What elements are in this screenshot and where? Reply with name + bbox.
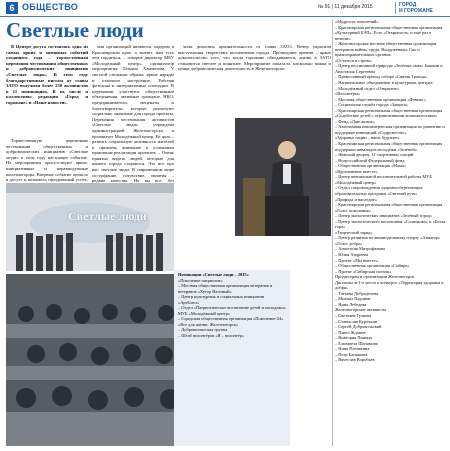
sidebar-line: – Петр Баскакова bbox=[335, 351, 368, 357]
column-2-text: они организаций являются лидером в Красноярском крае, а значит, нам есть чем гордиться, – говорит директор МБУ «Молодёжный центр», организатор мероприятия Татьяна Хамматова. У светлой стильные образы, яркие наряды и отличное настроение. Рабочая фотозона и интерактивные площадки. В церемонии участвуют общественные объединения, активные граждане, НКО, предприниматели, меценаты и благотворители, которые реализуют социально значимые для города проекты. Церемония чествования активистов «Светлые люди» учреждена администрацией Железногорска и организует Молодёжный центр. Её цель – развить социальную активность жителей и привлечь внимание к успешным практикам реализации проектов. – Очень приятно видеть людей, которые для нашего города стараются. Это все про вас: светлые люди. В современном мире сострадание, сочувствие, эмпатия – редкие качества. Но вы все, без bbox=[92, 44, 174, 184]
sidebar-line: – Проект «Мы вместе» bbox=[335, 257, 378, 263]
sidebar-line: – Автономная некоммерческая организация по развитию и поддержке инноваций «Содружество» bbox=[335, 124, 445, 135]
column-divider bbox=[332, 19, 333, 446]
brand-line-2: И ГОРОЖАНЕ bbox=[399, 8, 433, 14]
sidebar-line: – Станислав Курочкин bbox=[335, 318, 378, 324]
page-header bbox=[0, 0, 450, 17]
sidebar-line: – Центр воспитанной природы «Зелёные окна» Башкин и Анастасия Сергеевна bbox=[335, 63, 443, 74]
sidebar-line: – Местная общественная организация «Феникс» bbox=[335, 96, 426, 102]
sidebar-line: – Фонд «Даю жизнь» bbox=[335, 118, 375, 124]
nomination-item: – Местная общественная организация ветеранов и ветеранов «Хутор Налоный» bbox=[178, 283, 273, 294]
sidebar-line: – Православный приход собора «Святая Троица» bbox=[335, 74, 427, 80]
sidebar-line: «Мудрость поколений» bbox=[335, 19, 379, 24]
sidebar-line: «Творческий заряд» bbox=[335, 229, 373, 235]
sidebar-line: – Красноярская региональная общественная организация «Культурный БЭП». Есть «Открытость, и ещё раз о вечном» bbox=[335, 24, 443, 41]
nominations-box bbox=[174, 270, 290, 446]
sidebar-line: – Анастасия Митрофанова bbox=[335, 246, 385, 252]
newspaper-brand bbox=[395, 2, 433, 14]
sidebar-line: «Природа и наследие» bbox=[335, 196, 377, 202]
nomination-item: «Поколение патриотов» bbox=[178, 277, 223, 283]
sidebar-line: – Социальная служба города «Защита» bbox=[335, 102, 408, 108]
article-headline: Светлые люди bbox=[6, 18, 144, 42]
sidebar-line: Продюсерам и организации Железногорск bbox=[335, 274, 415, 280]
sidebar-line: – Красноярская региональная общественная организация поддержки инвалидов молодёжи «Зелёной» bbox=[335, 141, 443, 152]
sidebar-line: – Центр развития по авиамодельному спорту «Авиатор» bbox=[335, 235, 441, 241]
article-column-3 bbox=[178, 44, 331, 114]
nomination-item: – Штаб волонтёров «Я – волонтёр» bbox=[178, 332, 245, 338]
sidebar-line: – Михаил Прудник bbox=[335, 296, 371, 302]
sidebar-line: – Красноярская региональная общественная организация «Голос поколения» bbox=[335, 202, 443, 213]
sidebar-line: – Железногорская местная общественная организация ветеранов войны, труда, Вооружённых Сил и правоохранительных органов. bbox=[335, 41, 437, 58]
photo-speaker bbox=[235, 118, 331, 236]
column-3-text: чили дипломы признательности от главы ЗАТО. Вечер украсили выступления творческих коллективов города. Прошедшие премии – яркое доказательство того, что когда горожане объединяются, жизнь в ЗАТО становится светлее и понятнее. Мероприятие показало, насколько важна и ценна добровольческая деятельность в Железногорске. bbox=[178, 44, 331, 72]
sidebar-line: «Остаться в строю» bbox=[335, 57, 373, 63]
sidebar-line: – Павел Жданов bbox=[335, 329, 366, 335]
sidebar-line: – Нина Лебедева bbox=[335, 301, 367, 307]
article-column-1 bbox=[6, 138, 88, 182]
sidebar-line: – Сергей Добровольский bbox=[335, 324, 382, 330]
article-column-2 bbox=[92, 44, 174, 182]
sidebar-line: – Елизавета Шаламова bbox=[335, 340, 378, 346]
sidebar-line: «Голос добра» bbox=[335, 240, 363, 246]
nomination-item: – Городская общественная организация «Поколение-24» bbox=[178, 316, 284, 321]
nomination-item: – Центр культурных и социальных инициатив «АртБлюз» bbox=[178, 294, 264, 305]
sidebar-line: – Красноярская региональная общественная организация «Содействие детей с ограниченными возможностями» bbox=[335, 107, 443, 119]
sidebar-line: Дипломы за 1-е место в конкурсе «Территория здоровья и добра» bbox=[335, 279, 444, 291]
photo-stage bbox=[6, 183, 174, 271]
sidebar-line: – Татьяна Доброделова bbox=[335, 290, 379, 296]
lead-text: В Центре досуга состоялась одно из самых ярких и значимых событий уходящего года – торжественная церемония чествования общественных и добровольческих инициатив «Светлые люди». В этом году благодарственные письма от главы ЗАТО получили более 230 активистов в 11 номинациях. В их числе и коллективы редакции «Город и горожане» и «Наше новости». bbox=[6, 44, 88, 105]
sidebar-line: – Центр экологического воспитания «Солнышко» и «Белая гора» bbox=[335, 218, 446, 230]
sidebar-line: «Здоровье нации – наше будущее» bbox=[335, 135, 400, 141]
sidebar-line: – Всероссийский Федеральный фонд bbox=[335, 157, 405, 163]
sidebar-line: – Женский дворец, 11 спортивных секций bbox=[335, 152, 414, 158]
sidebar-line: – Вячеслав Воробьёв bbox=[335, 357, 375, 363]
section-title: ОБЩЕСТВО bbox=[22, 2, 79, 12]
article-lead bbox=[6, 44, 88, 136]
stage-sign: Светлые люди bbox=[68, 209, 147, 223]
sidebar-line: – Светлана Гуляева bbox=[335, 312, 372, 318]
sidebar-line: – Центр экологических инициатив «Зелёный город» bbox=[335, 213, 433, 219]
nomination-item: – Добровольческая группа bbox=[178, 327, 228, 332]
page-number: 6 bbox=[6, 2, 18, 14]
brand-line-1: ГОРОД bbox=[399, 2, 417, 8]
sidebar-line: – Виктория Пьяных bbox=[335, 335, 373, 341]
speaker-illustration bbox=[235, 118, 331, 236]
issue-info: № 91 | 11 декабря 2015 bbox=[318, 4, 373, 10]
sidebar-line: Железногорские активисты bbox=[335, 307, 387, 313]
sidebar-nominations bbox=[335, 19, 447, 446]
stage-illustration bbox=[6, 183, 174, 271]
sidebar-line: – Проект «Сибирская поэзия» bbox=[335, 268, 392, 274]
sidebar-line: – Молодёжный отдел «Открытие» bbox=[335, 85, 399, 91]
nomination-item: «Все для жизни. Железногорск» bbox=[178, 321, 239, 327]
sidebar-line: – Отдел сопровождения здоровьесберегающих образовательных программ «Светлый путь» bbox=[335, 185, 423, 196]
sidebar-line: «Волонтёры» bbox=[335, 91, 361, 97]
sidebar-line: – Центр внешкольной воспитательной работы МУБ «Молодёжный центр» bbox=[335, 174, 432, 185]
nominations-title: Номинации «Светлые люди – 2015» bbox=[178, 272, 249, 277]
nomination-item: – Отдел «Патриотическое воспитание детей и молодежи» МУБ «Молодёжный центр» bbox=[178, 305, 286, 316]
sidebar-line: – Нина Рогожкина bbox=[335, 346, 370, 352]
sidebar-line: – Общественная организация «Мама» bbox=[335, 163, 407, 169]
column-1-text: Торжественную церемонию чествования общественных и добровольческих инициатив «Светлые люди» в этом году настоящее событие. На мероприятии присутствуют яркие, инициативные и неравнодушные железногорцы. Впервые событие прошло в досуге и возымело праздничный успех, bbox=[6, 138, 88, 183]
sidebar-line: – Национальное объединение в культурных центрах bbox=[335, 80, 433, 86]
sidebar-line: «Вдохновение вместе» bbox=[335, 168, 378, 174]
sidebar-line: – Юлия Андреева bbox=[335, 251, 369, 257]
sidebar-line: – Общественная организация «Сибирь» bbox=[335, 263, 410, 269]
